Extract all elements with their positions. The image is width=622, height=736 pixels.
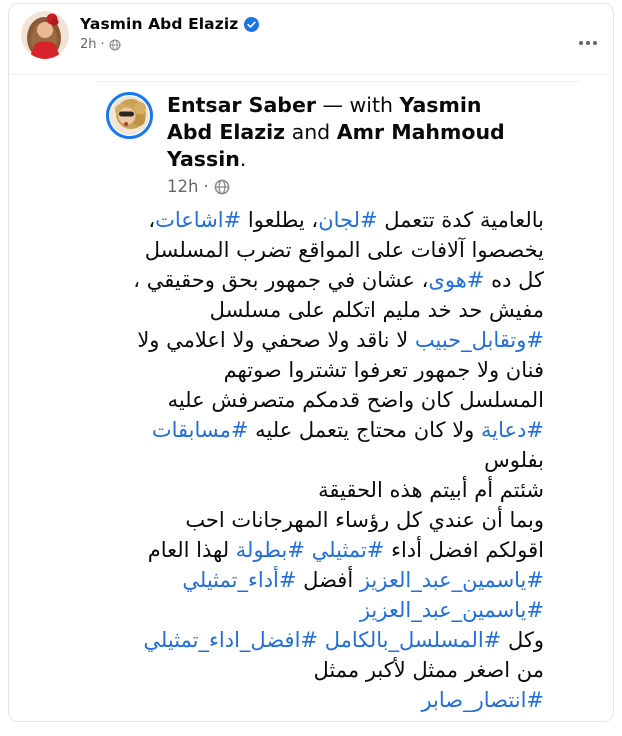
post-text-segment	[318, 628, 325, 652]
dot-icon	[593, 41, 597, 45]
hashtag-link[interactable]: #المسلسل_بالكامل	[324, 628, 502, 652]
post-header	[9, 4, 613, 59]
hashtag-link[interactable]: #ياسمين_عبد_العزيز	[359, 598, 544, 622]
hashtag-link[interactable]: #هوى	[428, 268, 485, 292]
post-text-line	[106, 685, 544, 715]
post-text-line	[106, 535, 544, 565]
shared-title	[167, 92, 505, 173]
post-text-line	[106, 205, 544, 235]
post-text-segment: بالعامية كدة تتعمل	[377, 208, 544, 232]
profile-link[interactable]: Yassin	[167, 147, 240, 171]
post-text-segment: من اصغر ممثل لأكبر ممثل	[313, 658, 544, 682]
post-text-segment: اقولكم افضل أداء	[384, 538, 544, 562]
header-divider	[10, 74, 612, 75]
profile-link[interactable]: Entsar Saber	[167, 93, 316, 117]
privacy-globe-icon	[214, 179, 230, 195]
post-text-segment: بفلوس	[484, 448, 544, 472]
hashtag-link[interactable]: #تمثيلي	[311, 538, 385, 562]
shared-author-avatar[interactable]	[106, 92, 153, 139]
post-text-line	[106, 265, 544, 295]
post-text-line	[106, 385, 544, 415]
hashtag-link[interactable]: #مسابقات	[151, 418, 249, 442]
title-text-segment: and	[285, 120, 337, 144]
post-text-segment: وكل	[501, 628, 544, 652]
post-text	[106, 205, 544, 715]
hashtag-link[interactable]: #أداء_تمثيلي	[182, 568, 297, 592]
shared-title-line	[167, 146, 505, 173]
post-text-line	[106, 505, 544, 535]
post-text-line	[106, 475, 544, 505]
post-text-segment: شئتم أم أبيتم هذه الحقيقة	[318, 478, 544, 502]
post-text-segment: المسلسل كان واضح قدمكم متصرفش عليه	[167, 388, 544, 412]
shared-post	[96, 81, 580, 715]
shared-title-line	[167, 119, 505, 146]
shared-post-header	[96, 92, 580, 196]
shared-title-line	[167, 92, 505, 119]
post-text-segment: مفيش حد خد مليم اتكلم على مسلسل	[209, 298, 544, 322]
post-text-line	[106, 235, 544, 265]
author-name[interactable]: Yasmin Abd Elaziz	[80, 15, 239, 33]
post-text-line	[106, 355, 544, 385]
dot-icon	[579, 41, 583, 45]
post-text-segment: لا ناقد ولا صحفي ولا اعلامي ولا	[137, 328, 415, 352]
post-text-line	[106, 595, 544, 625]
hashtag-link[interactable]: #دعاية	[481, 418, 544, 442]
hashtag-link[interactable]: #لجان	[318, 208, 378, 232]
profile-link[interactable]: Amr Mahmoud	[336, 120, 505, 144]
hashtag-link[interactable]: #انتصار_صابر	[421, 688, 544, 712]
dot-separator: ·	[100, 37, 105, 52]
shared-title-block	[167, 92, 505, 196]
author-avatar[interactable]	[21, 11, 69, 59]
post-timestamp[interactable]: 2h	[80, 37, 97, 52]
post-text-line	[106, 325, 544, 355]
post-text-segment: فنان ولا جمهور تعرفوا تشتروا صوتهم	[223, 358, 544, 382]
post-time-row	[80, 37, 259, 52]
hashtag-link[interactable]: #وتقابل_حبيب	[414, 328, 544, 352]
post-text-segment: يخصصوا آلافات على المواقع تضرب المسلسل	[144, 238, 544, 262]
hashtag-link[interactable]: #بطولة	[235, 538, 305, 562]
post-card	[8, 3, 614, 722]
profile-link[interactable]: Abd Elaziz	[167, 120, 286, 144]
privacy-globe-icon	[109, 39, 121, 51]
hashtag-link[interactable]: #ياسمين_عبد_العزيز	[359, 568, 544, 592]
author-avatar-image	[21, 11, 69, 59]
post-text-segment	[305, 538, 312, 562]
profile-link[interactable]: Yasmin	[399, 93, 482, 117]
hashtag-link[interactable]: #افضل_اداء_تمثيلي	[143, 628, 318, 652]
post-text-line	[106, 445, 544, 475]
post-text-segment: ، يطلعوا	[241, 208, 319, 232]
more-options-button[interactable]	[575, 35, 601, 51]
post-text-segment: ولا كان محتاج يتعمل عليه	[248, 418, 482, 442]
verified-badge-icon	[244, 17, 259, 32]
post-text-segment: ، عشان في جمهور بحق وحقيقي ،	[133, 268, 429, 292]
post-text-line	[106, 295, 544, 325]
shared-author-avatar-image	[110, 96, 149, 135]
post-text-segment: ،	[148, 208, 156, 232]
shared-time-row	[167, 177, 505, 196]
post-header-info	[80, 11, 259, 59]
post-text-segment: وبما أن عندي كل رؤساء المهرجانات احب	[185, 508, 544, 532]
hashtag-link[interactable]: #اشاعات	[155, 208, 242, 232]
post-text-segment: لهذا العام	[147, 538, 236, 562]
post-text-segment: كل ده	[484, 268, 544, 292]
post-text-line	[106, 625, 544, 655]
dot-separator: ·	[203, 177, 209, 196]
post-text-line	[106, 565, 544, 595]
author-row[interactable]	[80, 15, 259, 33]
post-text-line	[106, 655, 544, 685]
dot-icon	[586, 41, 590, 45]
post-text-segment: أفضل	[296, 568, 360, 592]
title-text-segment: — with	[315, 93, 400, 117]
shared-timestamp[interactable]: 12h	[167, 177, 199, 196]
title-text-segment: .	[239, 147, 247, 171]
post-text-line	[106, 415, 544, 445]
